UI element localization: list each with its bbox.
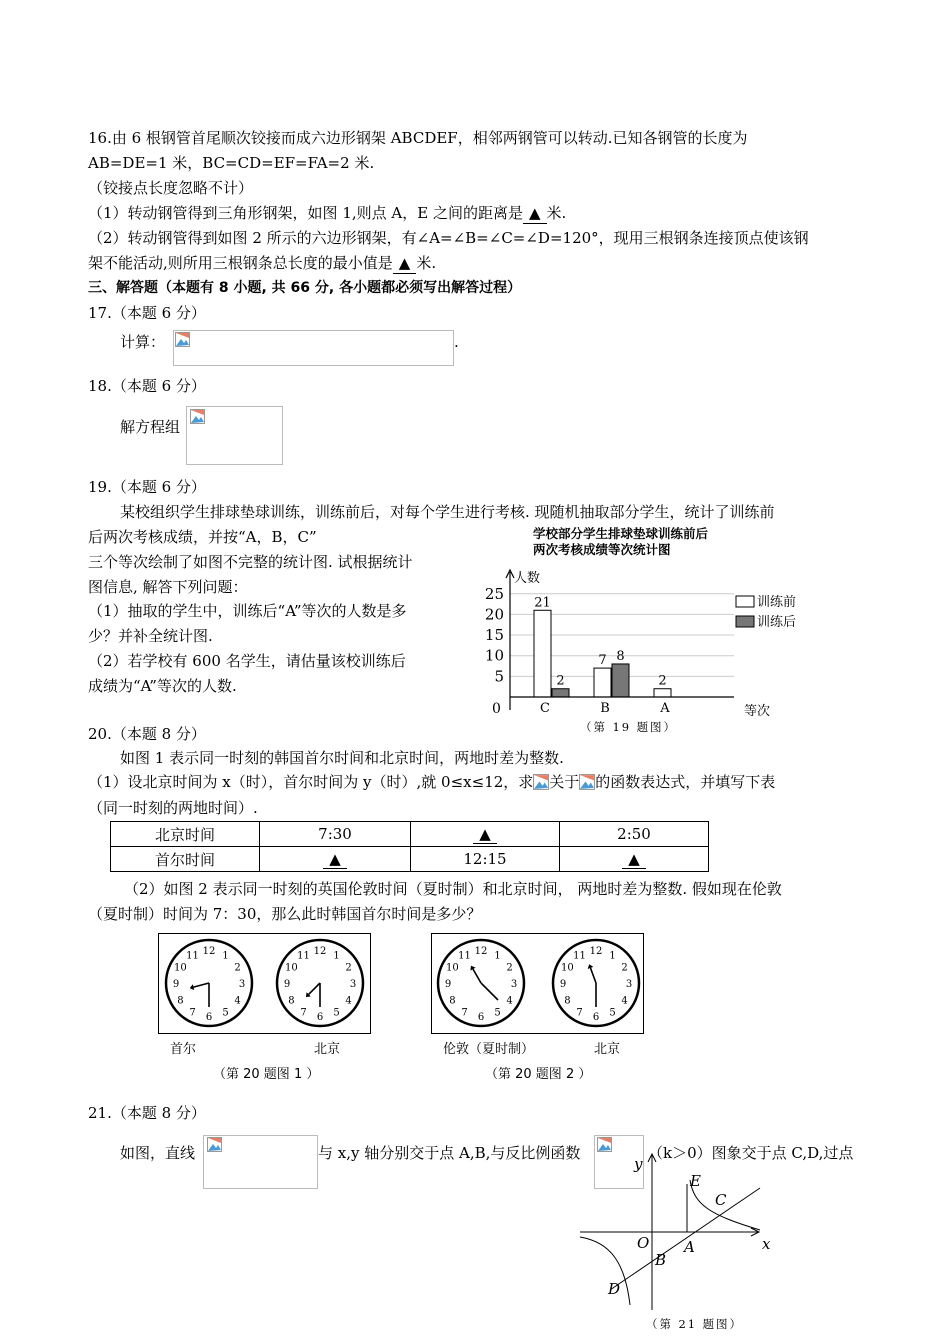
table-cell [260,847,411,872]
clock-numeral: 5 [609,1007,616,1019]
x-tick-label: B [600,701,610,716]
bar-before-B [594,668,611,697]
table-cell: 首尔时间 [111,847,260,872]
clock-numeral: 11 [297,950,310,962]
table-cell [560,847,709,872]
hyperbola-branch-lower [580,1237,630,1305]
clock-numeral: 6 [592,1012,600,1023]
q20-line1: 如图 1 表示同一时刻的韩国首尔时间和北京时间，两地时差为整数. [120,749,564,767]
q16-line3: （铰接点长度忽略不计） [88,179,254,197]
clocks [150,930,650,1040]
figure-caption: （第 20 题图 1 ） [213,1067,320,1082]
q17-end: . [454,333,459,351]
clock-numeral: 7 [461,1007,468,1019]
table-row [111,822,709,847]
figure-caption: （第 20 题图 2 ） [485,1067,592,1082]
q16-part2-line1: （2）转动钢管得到如图 2 所示的六边形钢架，有∠A=∠B=∠C=∠D=120°，现用三根钢条连接顶点使该钢 [88,229,809,247]
q20-line3: （同一时刻的两地时间）. [88,799,258,817]
q21-line1-b: 与 x,y 轴分别交于点 A,B,与反比例函数 [318,1144,581,1162]
q20-header: 20.（本题 8 分） [88,725,206,743]
legend-label-after: 训练后 [757,615,797,630]
clock-numeral: 11 [573,950,586,962]
clock-numeral: 1 [494,950,501,962]
clock-numeral: 12 [474,946,488,957]
clock-numeral: 6 [205,1012,213,1023]
clock-numeral: 3 [625,979,633,990]
broken-image-icon [175,332,190,347]
clock-numeral: 11 [458,950,471,962]
figure-caption: （第 21 题图） [646,1317,741,1331]
clock-numeral: 10 [446,962,459,974]
clock-numeral: 2 [234,962,241,974]
q19-line1: 某校组织学生排球垫球训练，训练前后，对每个学生进行考核. 现随机抽取部分学生，统计了训练前 [120,503,775,521]
q18-prompt: 解方程组 [120,418,181,436]
clock-numeral: 10 [285,962,298,974]
q18-header: 18.（本题 6 分） [88,377,206,395]
q20-line4: （2）如图 2 表示同一时刻的英国伦敦时间（夏时制）和北京时间， 两地时差为整数. 假如现在伦敦 [124,880,782,898]
clock-label-beijing: 北京 [594,1042,621,1057]
clock-numeral: 7 [300,1007,307,1019]
point-label-C: C [715,1191,727,1209]
answer-blank: ▲ [622,850,646,869]
clock-label-london: 伦敦（夏时制） [443,1042,535,1057]
q21-graph [570,1150,800,1344]
q20-line2 [88,772,775,792]
y-tick-label: 10 [484,646,504,665]
clock-numeral: 12 [313,946,327,957]
y-tick-label: 5 [494,667,504,686]
clock-numeral: 2 [506,962,513,974]
clock-numeral: 9 [283,979,291,990]
q20-line5: （夏时制）时间为 7：30，那么此时韩国首尔时间是多少？ [88,905,482,923]
legend-label-before: 训练前 [757,595,797,610]
clock-label-beijing: 北京 [314,1042,341,1057]
q19-line3: 三个等次绘制了如图不完整的统计图. 试根据统计 [88,553,413,571]
data-label: 21 [534,595,551,611]
clock-numeral: 10 [561,962,574,974]
q19-line2: 后两次考核成绩，并按“A，B，C” [88,528,317,546]
clock-numeral: 3 [349,979,357,990]
table-cell [411,822,560,847]
broken-image-icon [579,774,595,790]
clock-numeral: 8 [288,995,295,1007]
chart-title-line1: 学校部分学生排球垫球训练前后 [533,526,709,541]
chart-title-line2: 两次考核成绩等次统计图 [533,542,671,557]
broken-image-icon [533,774,549,790]
q16-part2-unit: 米. [416,254,437,272]
figure-caption: （第 19 题图） [580,720,675,734]
clock-numeral: 9 [444,979,452,990]
q19-line4: 图信息, 解答下列问题： [88,578,248,596]
y-tick-label: 15 [484,626,504,645]
y-tick-label: 25 [484,584,504,603]
clock-numeral: 2 [621,962,628,974]
clock-numeral: 6 [316,1012,324,1023]
q20-line2-c: 的函数表达式，并填写下表 [595,773,776,791]
bar-before-A [654,689,671,697]
clock-numeral: 7 [189,1007,196,1019]
point-label-D: D [608,1280,621,1298]
data-label: 2 [658,673,667,689]
time-table [110,821,709,872]
clock-numeral: 12 [202,946,216,957]
clock-numeral: 12 [589,946,603,957]
q19-line8: 成绩为“A”等次的人数. [88,677,237,695]
clock-numeral: 4 [506,995,513,1007]
answer-blank: ▲ [523,203,547,224]
bar-after-C [552,689,569,697]
q19-header: 19.（本题 6 分） [88,478,206,496]
clock-numeral: 1 [609,950,616,962]
broken-image-icon [190,409,205,424]
clock-numeral: 4 [345,995,352,1007]
clock-numeral: 2 [345,962,352,974]
x-tick-label: A [660,701,670,716]
legend-swatch-after [736,616,754,627]
clock-numeral: 3 [510,979,518,990]
q16-part1 [88,203,566,224]
table-cell: 北京时间 [111,822,260,847]
clock-numeral: 8 [177,995,184,1007]
q16-part2-line2 [88,253,436,274]
answer-blank: ▲ [393,253,417,274]
clock-numeral: 3 [238,979,246,990]
q16-part1-text: （1）转动钢管得到三角形钢架，如图 1,则点 A，E 之间的距离是 [88,204,523,222]
clock-numeral: 5 [222,1007,229,1019]
broken-image-icon [207,1137,222,1152]
table-row [111,847,709,872]
q17-header: 17.（本题 6 分） [88,304,206,322]
clock-numeral: 6 [477,1012,485,1023]
point-label-A: A [684,1238,695,1256]
formula-image-placeholder [173,330,454,366]
q20-line2-b: 关于 [549,773,580,791]
data-label: 2 [556,673,565,689]
bar-before-C [534,610,551,697]
q16-line1: 16.由 6 根钢管首尾顺次铰接而成六边形钢架 ABCDEF，相邻两钢管可以转动.已知各钢管的长度为 [88,129,748,147]
bar-chart [470,520,810,760]
clock-numeral: 1 [222,950,229,962]
q19-line5: （1）抽取的学生中，训练后“A”等次的人数是多 [88,602,407,620]
q16-part1-unit: 米. [546,204,567,222]
section-heading: 三、解答题（本题有 8 小题, 共 66 分, 各小题都必须写出解答过程） [88,280,522,296]
point-label-B: B [655,1251,667,1269]
clock-numeral: 11 [186,950,199,962]
q21-line1-a: 如图，直线 [120,1144,196,1162]
clock-numeral: 4 [621,995,628,1007]
q19-line6: 少？并补全统计图. [88,627,213,645]
clock-numeral: 1 [333,950,340,962]
q21-line1-c: （k＞0）图象交于点 C,D,过点 [648,1144,854,1162]
y-tick-label: 20 [484,605,504,624]
axis-label-y: y [634,1155,643,1173]
clock-numeral: 9 [172,979,180,990]
point-label-E: E [690,1172,701,1190]
origin-label: 0 [492,701,501,717]
clock-numeral: 10 [174,962,187,974]
point-label-O: O [637,1234,650,1252]
answer-blank: ▲ [323,850,347,869]
q17-prompt: 计算： [120,333,166,351]
q20-line2-a: （1）设北京时间为 x（时），首尔时间为 y（时）,就 0≤x≤12，求 [88,773,534,791]
clock-numeral: 8 [449,995,456,1007]
clock-numeral: 4 [234,995,241,1007]
clock-numeral: 5 [333,1007,340,1019]
x-tick-label: C [540,701,550,716]
data-label: 8 [616,648,625,664]
axis-label-x: x [762,1235,771,1253]
answer-blank: ▲ [473,825,497,844]
table-cell: 12:15 [411,847,560,872]
q21-header: 21.（本题 8 分） [88,1104,206,1122]
y-axis-label: 人数 [514,571,541,586]
clock-numeral: 5 [494,1007,501,1019]
clock-numeral: 9 [559,979,567,990]
q19-line7: （2）若学校有 600 名学生，请估量该校训练后 [88,652,406,670]
clock-label-seoul: 首尔 [170,1042,197,1057]
x-axis-label: 等次 [744,704,771,719]
q16-part2-text: 架不能活动,则所用三根钢条总长度的最小值是 [88,254,393,272]
q16-line2: AB=DE=1 米，BC=CD=EF=FA=2 米. [88,154,375,172]
table-cell: 2:50 [560,822,709,847]
legend-swatch-before [736,596,754,607]
table-cell: 7:30 [260,822,411,847]
clock-numeral: 8 [564,995,571,1007]
bar-after-B [612,664,629,697]
clock-numeral: 7 [576,1007,583,1019]
data-label: 7 [598,653,607,669]
